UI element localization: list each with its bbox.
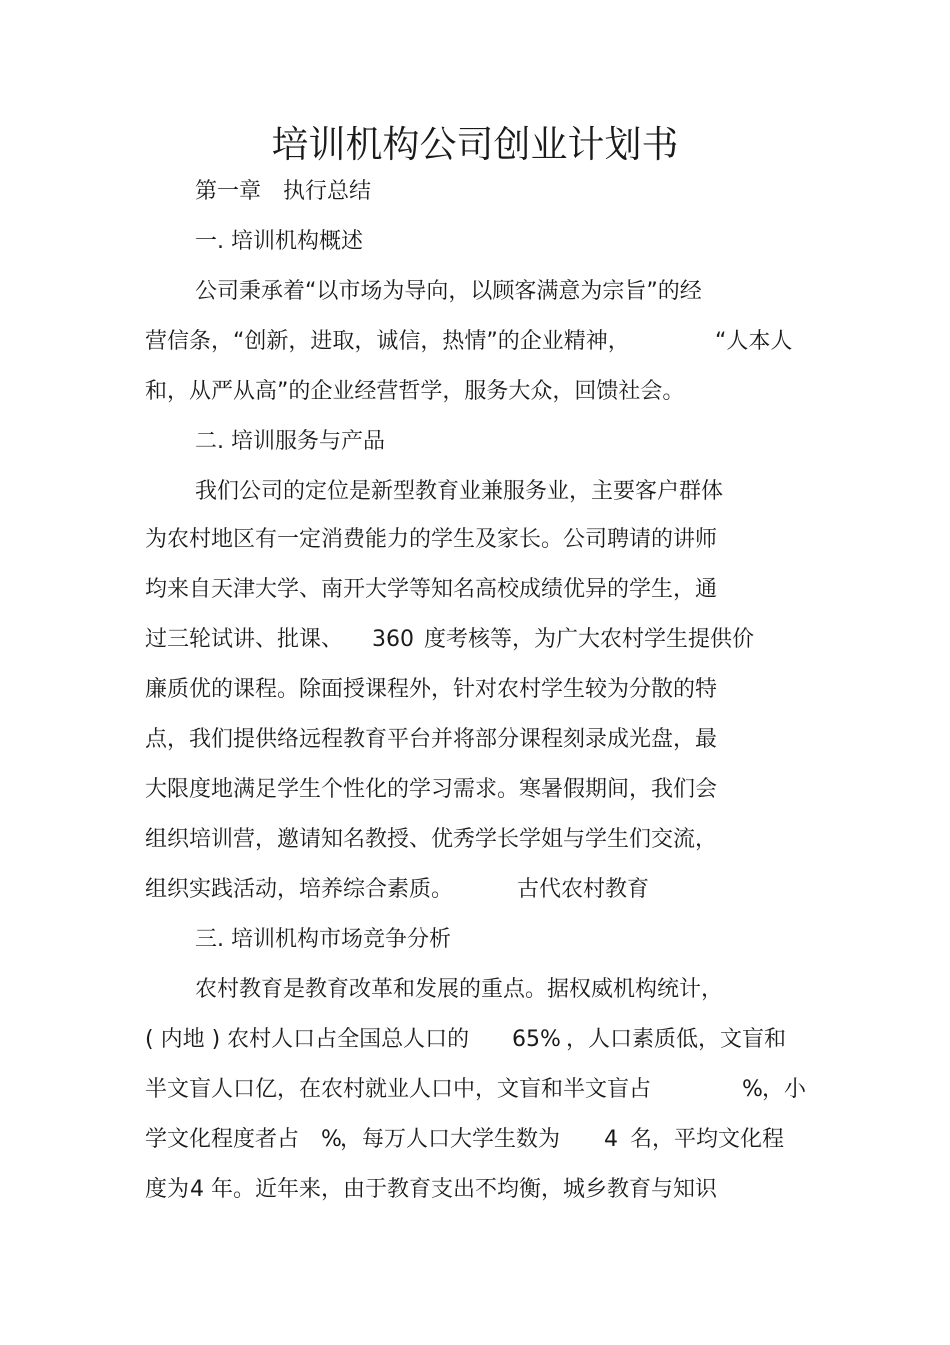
paragraph-line: 我们公司的定位是新型教育业兼服务业，主要客户群体 <box>195 479 724 504</box>
paragraph-fragment: 度考核等，为广大农村学生提供价 <box>424 627 755 652</box>
paragraph-line: 半文盲人口亿，在农村就业人口中，文盲和半文盲占 <box>145 1077 652 1102</box>
paragraph-line: 过三轮试讲、批课、 <box>145 627 344 652</box>
paragraph-line: 组织培训营，邀请知名教授、优秀学长学姐与学生们交流， <box>145 827 718 852</box>
paragraph-fragment: 4 年。近年来，由于教育支出不均衡，城乡教育与知识 <box>190 1177 717 1202</box>
paragraph-fragment: ，小 <box>762 1077 807 1102</box>
percent-sign: % <box>321 1127 342 1152</box>
number-360: 360 <box>372 627 414 652</box>
paragraph-line: 学文化程度者占 <box>145 1127 300 1152</box>
chapter-heading: 第一章 执行总结 <box>195 179 372 204</box>
paragraph-line: ( 内地 ) 农村人口占全国总人口的 <box>145 1027 470 1052</box>
paragraph-line: 大限度地满足学生个性化的学习需求。寒暑假期间，我们会 <box>145 777 718 802</box>
paragraph-line: 农村教育是教育改革和发展的重点。据权威机构统计， <box>195 977 724 1002</box>
paragraph-fragment: ，人口素质低，文盲和 <box>566 1027 787 1052</box>
number-4: 4 <box>604 1127 618 1152</box>
section-heading-services: 二. 培训服务与产品 <box>195 429 385 454</box>
paragraph-line: 点，我们提供络远程教育平台并将部分课程刻录成光盘，最 <box>145 727 718 752</box>
paragraph-line: 度为 <box>145 1177 190 1202</box>
paragraph-line: 组织实践活动，培养综合素质。 <box>145 877 454 902</box>
document-title: 培训机构公司创业计划书 <box>271 123 679 166</box>
percent-sign: % <box>742 1077 763 1102</box>
paragraph-fragment: “人本人 <box>715 329 793 354</box>
section-heading-market: 三. 培训机构市场竞争分析 <box>195 927 451 952</box>
paragraph-fragment: 古代农村教育 <box>517 877 650 902</box>
section-heading-overview: 一. 培训机构概述 <box>195 229 363 254</box>
paragraph-line: 公司秉承着“以市场为导向，以顾客满意为宗旨”的经 <box>195 279 702 304</box>
paragraph-line: 营信条，“创新，进取，诚信，热情”的企业精神， <box>145 329 630 354</box>
percent-65: 65% <box>512 1027 561 1052</box>
paragraph-line: 廉质优的课程。除面授课程外，针对农村学生较为分散的特 <box>145 677 718 702</box>
paragraph-line: 和，从严从高”的企业经营哲学，服务大众，回馈社会。 <box>145 379 685 404</box>
paragraph-fragment: 名，平均文化程 <box>630 1127 785 1152</box>
paragraph-line: 为农村地区有一定消费能力的学生及家长。公司聘请的讲师 <box>145 527 718 552</box>
paragraph-fragment: ，每万人口大学生数为 <box>340 1127 561 1152</box>
paragraph-line: 均来自天津大学、南开大学等知名高校成绩优异的学生，通 <box>145 577 718 602</box>
